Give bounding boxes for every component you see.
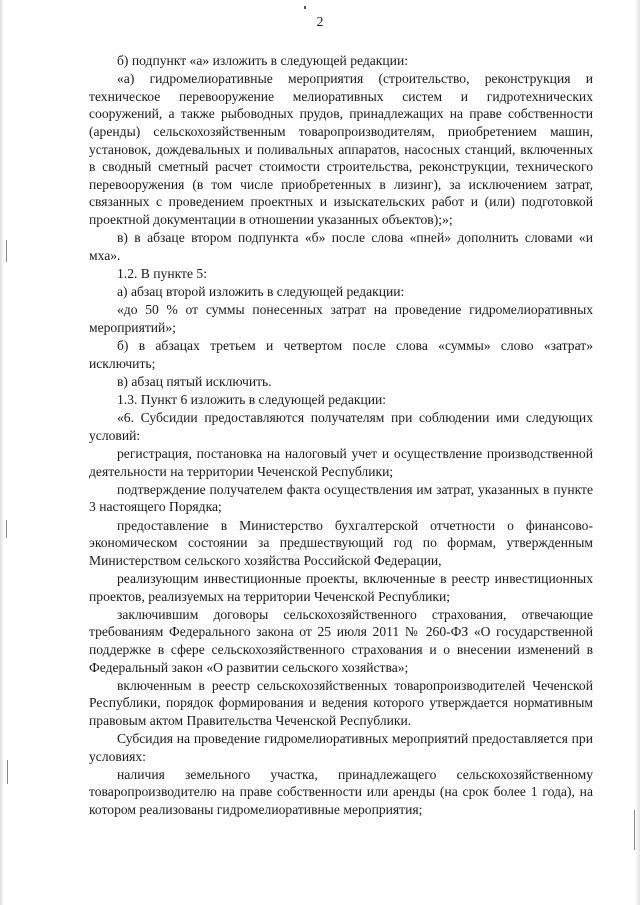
paragraph: регистрация, постановка на налоговый учет и осуществление производственной деятельности на территории Чеченской Республики; [89,446,593,479]
paragraph: наличия земельного участка, принадлежащего сельскохозяйственному товаропроизводителю на праве собственности или аренды (на срок более 1 года), на котором реализованы гидромелиоративные мероприятия; [89,766,593,818]
paragraph: 1.3. Пункт 6 изложить в следующей редакции: [117,392,387,408]
scan-mark [7,760,8,784]
paragraph: в) в абзаце втором подпункта «б» после слова «пней» дополнить словами «и мха». [89,230,593,263]
paragraph: заключившим договоры сельскохозяйственного страхования, отвечающие требованиям Федерального закона от 25 июля 2011 № 260-ФЗ «О государственной поддержке в сфере сельскохозяйственного страхования и о внесении изменений в Федеральный закон «О развитии сельского хозяйства»; [89,606,593,675]
paragraph: включенным в реестр сельскохозяйственных товаропроизводителей Чеченской Республики, порядок формирования и ведения которого утверждается нормативным правовым актом Правительства Чеченской Республики. [89,677,593,728]
page-number: 2 [316,14,324,29]
scan-mark [6,520,7,538]
paragraph: в) абзац пятый исключить. [117,373,272,389]
paragraph: Субсидия на проведение гидромелиоративных мероприятий предоставляется при условиях: [89,731,593,764]
document-body [89,52,593,819]
paragraph: «6. Субсидии предоставляются получателям при соблюдении ими следующих условий: [89,410,593,443]
paragraph: «до 50 % от суммы понесенных затрат на проведение гидромелиоративных мероприятий»; [89,302,593,335]
paragraph: б) в абзацах третьем и четвертом после слова «суммы» слово «затрат» исключить; [89,338,593,371]
scan-left-edge [0,0,4,905]
paragraph: «а) гидромелиоративные мероприятия (строительство, реконструкция и техническое перевооружение мелиоративных систем и гидротехнических сооружений, а также рыбоводных прудов, принадлежащих на праве собственности (аренды) сельскохозяйственным товаропроизводителям, приобретением машин, установок, дождевальных и поливальных аппаратов, насосных станций, включенных в сводный сметный расчет стоимости строительства, реконструкции, технического перевооружения (в том числе приобретенных в лизинг), за исключением затрат, связанных с проведением проектных и изыскательских работ и (или) подготовкой проектной документации в отношении указанных объектов);»; [89,71,593,227]
paragraph: а) абзац второй изложить в следующей редакции: [117,284,405,300]
scan-right-edge [635,0,640,905]
paragraph: б) подпункт «а» изложить в следующей редакции: [117,53,409,68]
paragraph: реализующим инвестиционные проекты, включенные в реестр инвестиционных проектов, реализуемых на территории Чеченской Республики; [89,570,593,604]
scan-mark [6,240,7,262]
paragraph: предоставление в Министерство бухгалтерской отчетности о финансово-экономическом состоянии за предшествующий год по формам, утвержденным Министерством сельского хозяйства Российской Федерации, [89,517,593,568]
paragraph: подтверждение получателем факта осуществления им затрат, указанных в пункте 3 настоящего Порядка; [89,481,593,515]
paragraph: 1.2. В пункте 5: [117,265,207,281]
scan-mark [634,810,635,850]
scan-dot [304,6,306,9]
